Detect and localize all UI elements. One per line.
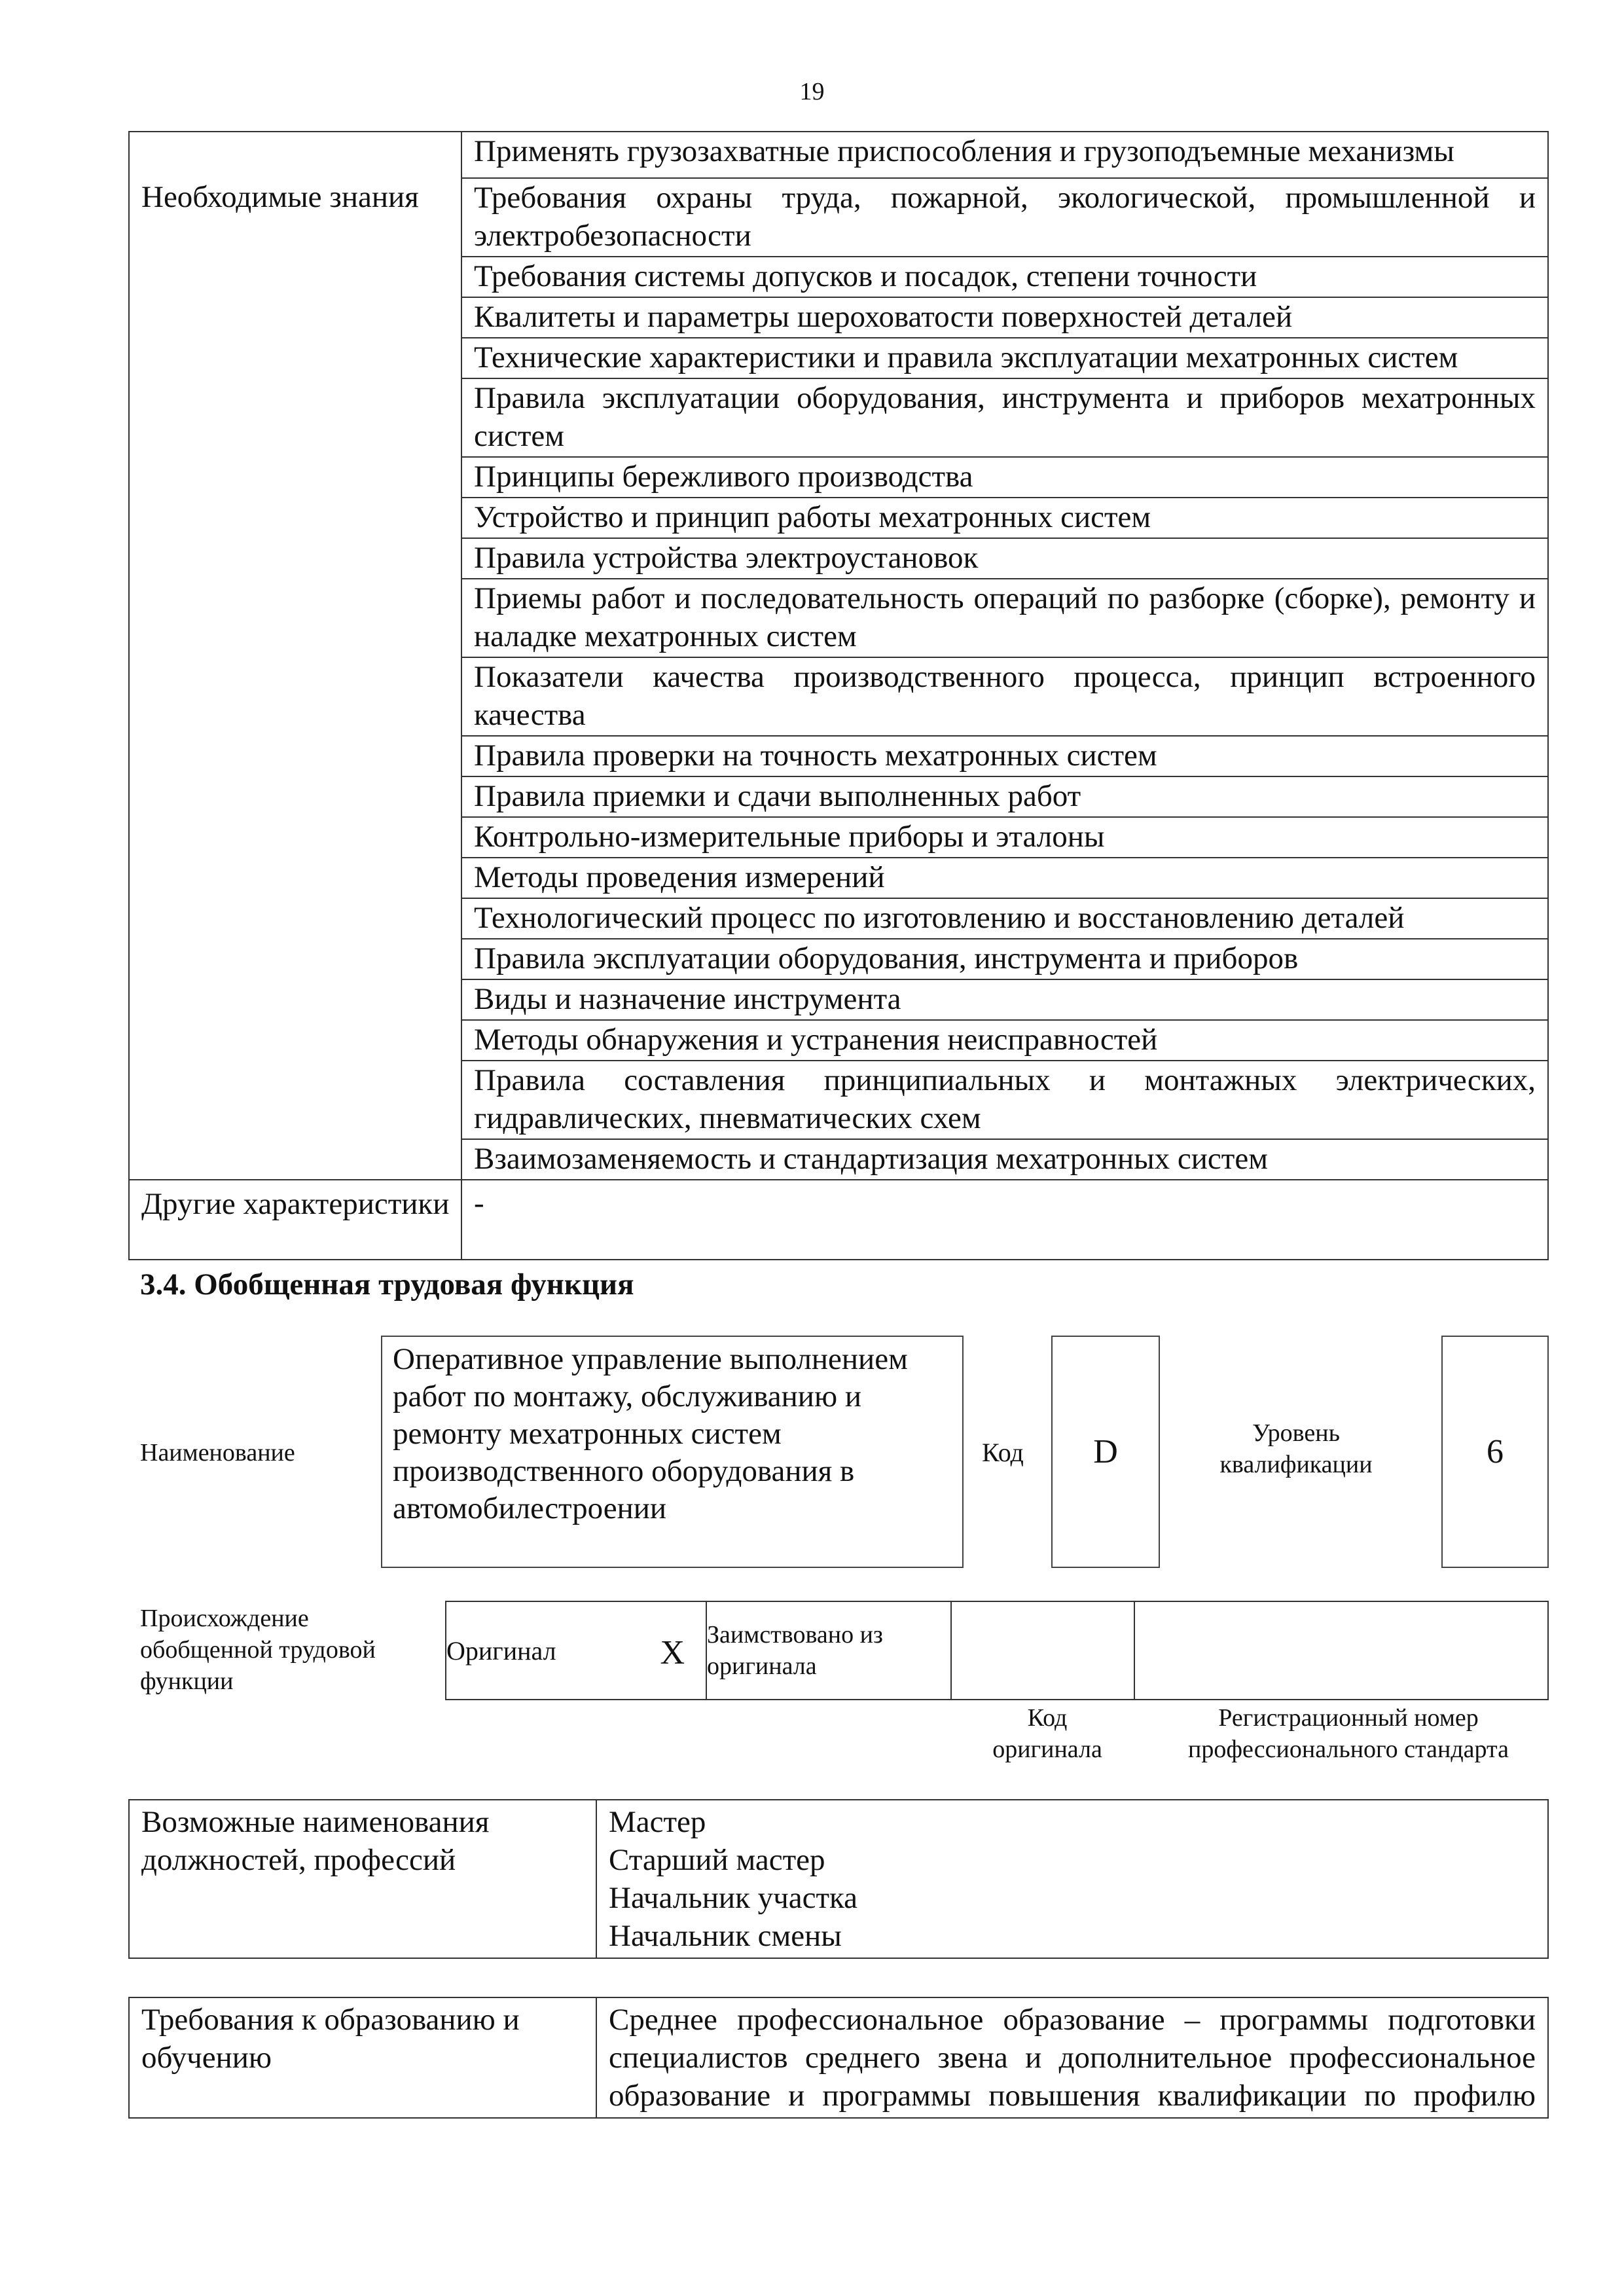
qualification-level-label: Уровень квалификации [1219, 1419, 1373, 1478]
knowledge-item: Устройство и принцип работы мехатронных систем [461, 498, 1548, 538]
origin-label: Происхождение обобщенной трудовой функции [140, 1605, 376, 1695]
knowledge-item: Правила проверки на точность мехатронных систем [461, 736, 1548, 776]
knowledge-item: Принципы бережливого производства [461, 457, 1548, 498]
table-row [129, 178, 1548, 257]
table-row [446, 1601, 1548, 1700]
name-label: Наименование [140, 1439, 295, 1467]
skills-label-cell [129, 132, 461, 178]
borrowed-label: Заимствовано из оригинала [706, 1601, 951, 1700]
page-number: 19 [799, 78, 825, 105]
positions-table [128, 1799, 1549, 1959]
knowledge-item: Взаимозаменяемость и стандартизация мехатронных систем [461, 1139, 1548, 1180]
table-row [129, 1180, 1548, 1260]
education-label: Требования к образованию и обучению [129, 1997, 596, 2118]
knowledge-item: Квалитеты и параметры шероховатости поверхностей деталей [461, 297, 1548, 338]
table-row [129, 1800, 1548, 1958]
positions-list [596, 1800, 1548, 1958]
original-label: Оригинал [446, 1635, 556, 1666]
knowledge-item: Методы проведения измерений [461, 858, 1548, 898]
original-code-caption: Код оригинала [992, 1704, 1102, 1763]
knowledge-item: Правила эксплуатации оборудования, инструмента и приборов мехатронных систем [461, 378, 1548, 457]
code-value-box: D [1051, 1336, 1160, 1568]
original-cell [446, 1601, 706, 1700]
knowledge-item: Технические характеристики и правила эксплуатации мехатронных систем [461, 338, 1548, 378]
knowledge-item: Приемы работ и последовательность операций по разборке (сборке), ремонту и наладке мехатронных систем [461, 579, 1548, 657]
skills-last-item: Применять грузозахватные приспособления и грузоподъемные механизмы [461, 132, 1548, 178]
knowledge-item: Правила приемки и сдачи выполненных работ [461, 776, 1548, 817]
section-heading: 3.4. Обобщенная трудовая функция [140, 1267, 634, 1302]
function-name-box: Оперативное управление выполнением работ по монтажу, обслуживанию и ремонту мехатронных систем производственного оборудования в автомобилестроении [381, 1336, 964, 1568]
knowledge-item: Показатели качества производственного процесса, принцип встроенного качества [461, 657, 1548, 736]
education-value: Среднее профессиональное образование – программы подготовки специалистов среднего звена и дополнительное профессиональное образование и программы повышения квалификации по профилю [596, 1997, 1548, 2118]
knowledge-item: Требования системы допусков и посадок, степени точности [461, 257, 1548, 297]
list-item: Мастер [609, 1805, 706, 1839]
registration-number-caption: Регистрационный номер профессионального стандарта [1188, 1704, 1509, 1763]
qualification-level-box: 6 [1441, 1336, 1549, 1568]
knowledge-item: Виды и назначение инструмента [461, 979, 1548, 1020]
knowledge-label: Необходимые знания [129, 178, 461, 1180]
other-characteristics-label: Другие характеристики [129, 1180, 461, 1260]
code-label: Код [982, 1438, 1024, 1467]
knowledge-item: Методы обнаружения и устранения неисправностей [461, 1020, 1548, 1061]
origin-table [445, 1601, 1549, 1700]
list-item: Начальник участка [609, 1881, 857, 1915]
positions-label: Возможные наименования должностей, профессий [129, 1800, 596, 1958]
registration-number-cell [1134, 1601, 1548, 1700]
knowledge-item: Правила составления принципиальных и монтажных электрических, гидравлических, пневматических схем [461, 1061, 1548, 1139]
knowledge-item: Правила эксплуатации оборудования, инструмента и приборов [461, 939, 1548, 979]
education-table [128, 1997, 1549, 2119]
knowledge-item: Требования охраны труда, пожарной, экологической, промышленной и электробезопасности [461, 178, 1548, 257]
original-code-cell [951, 1601, 1134, 1700]
table-row [129, 132, 1548, 178]
list-item: Старший мастер [609, 1843, 825, 1877]
knowledge-item: Контрольно-измерительные приборы и эталоны [461, 817, 1548, 858]
knowledge-item: Технологический процесс по изготовлению и восстановлению деталей [461, 898, 1548, 939]
knowledge-item: Правила устройства электроустановок [461, 538, 1548, 579]
knowledge-table [128, 131, 1549, 1260]
table-row [129, 1997, 1548, 2118]
list-item: Начальник смены [609, 1919, 842, 1953]
other-characteristics-value: - [461, 1180, 1548, 1260]
original-mark: X [660, 1634, 685, 1671]
